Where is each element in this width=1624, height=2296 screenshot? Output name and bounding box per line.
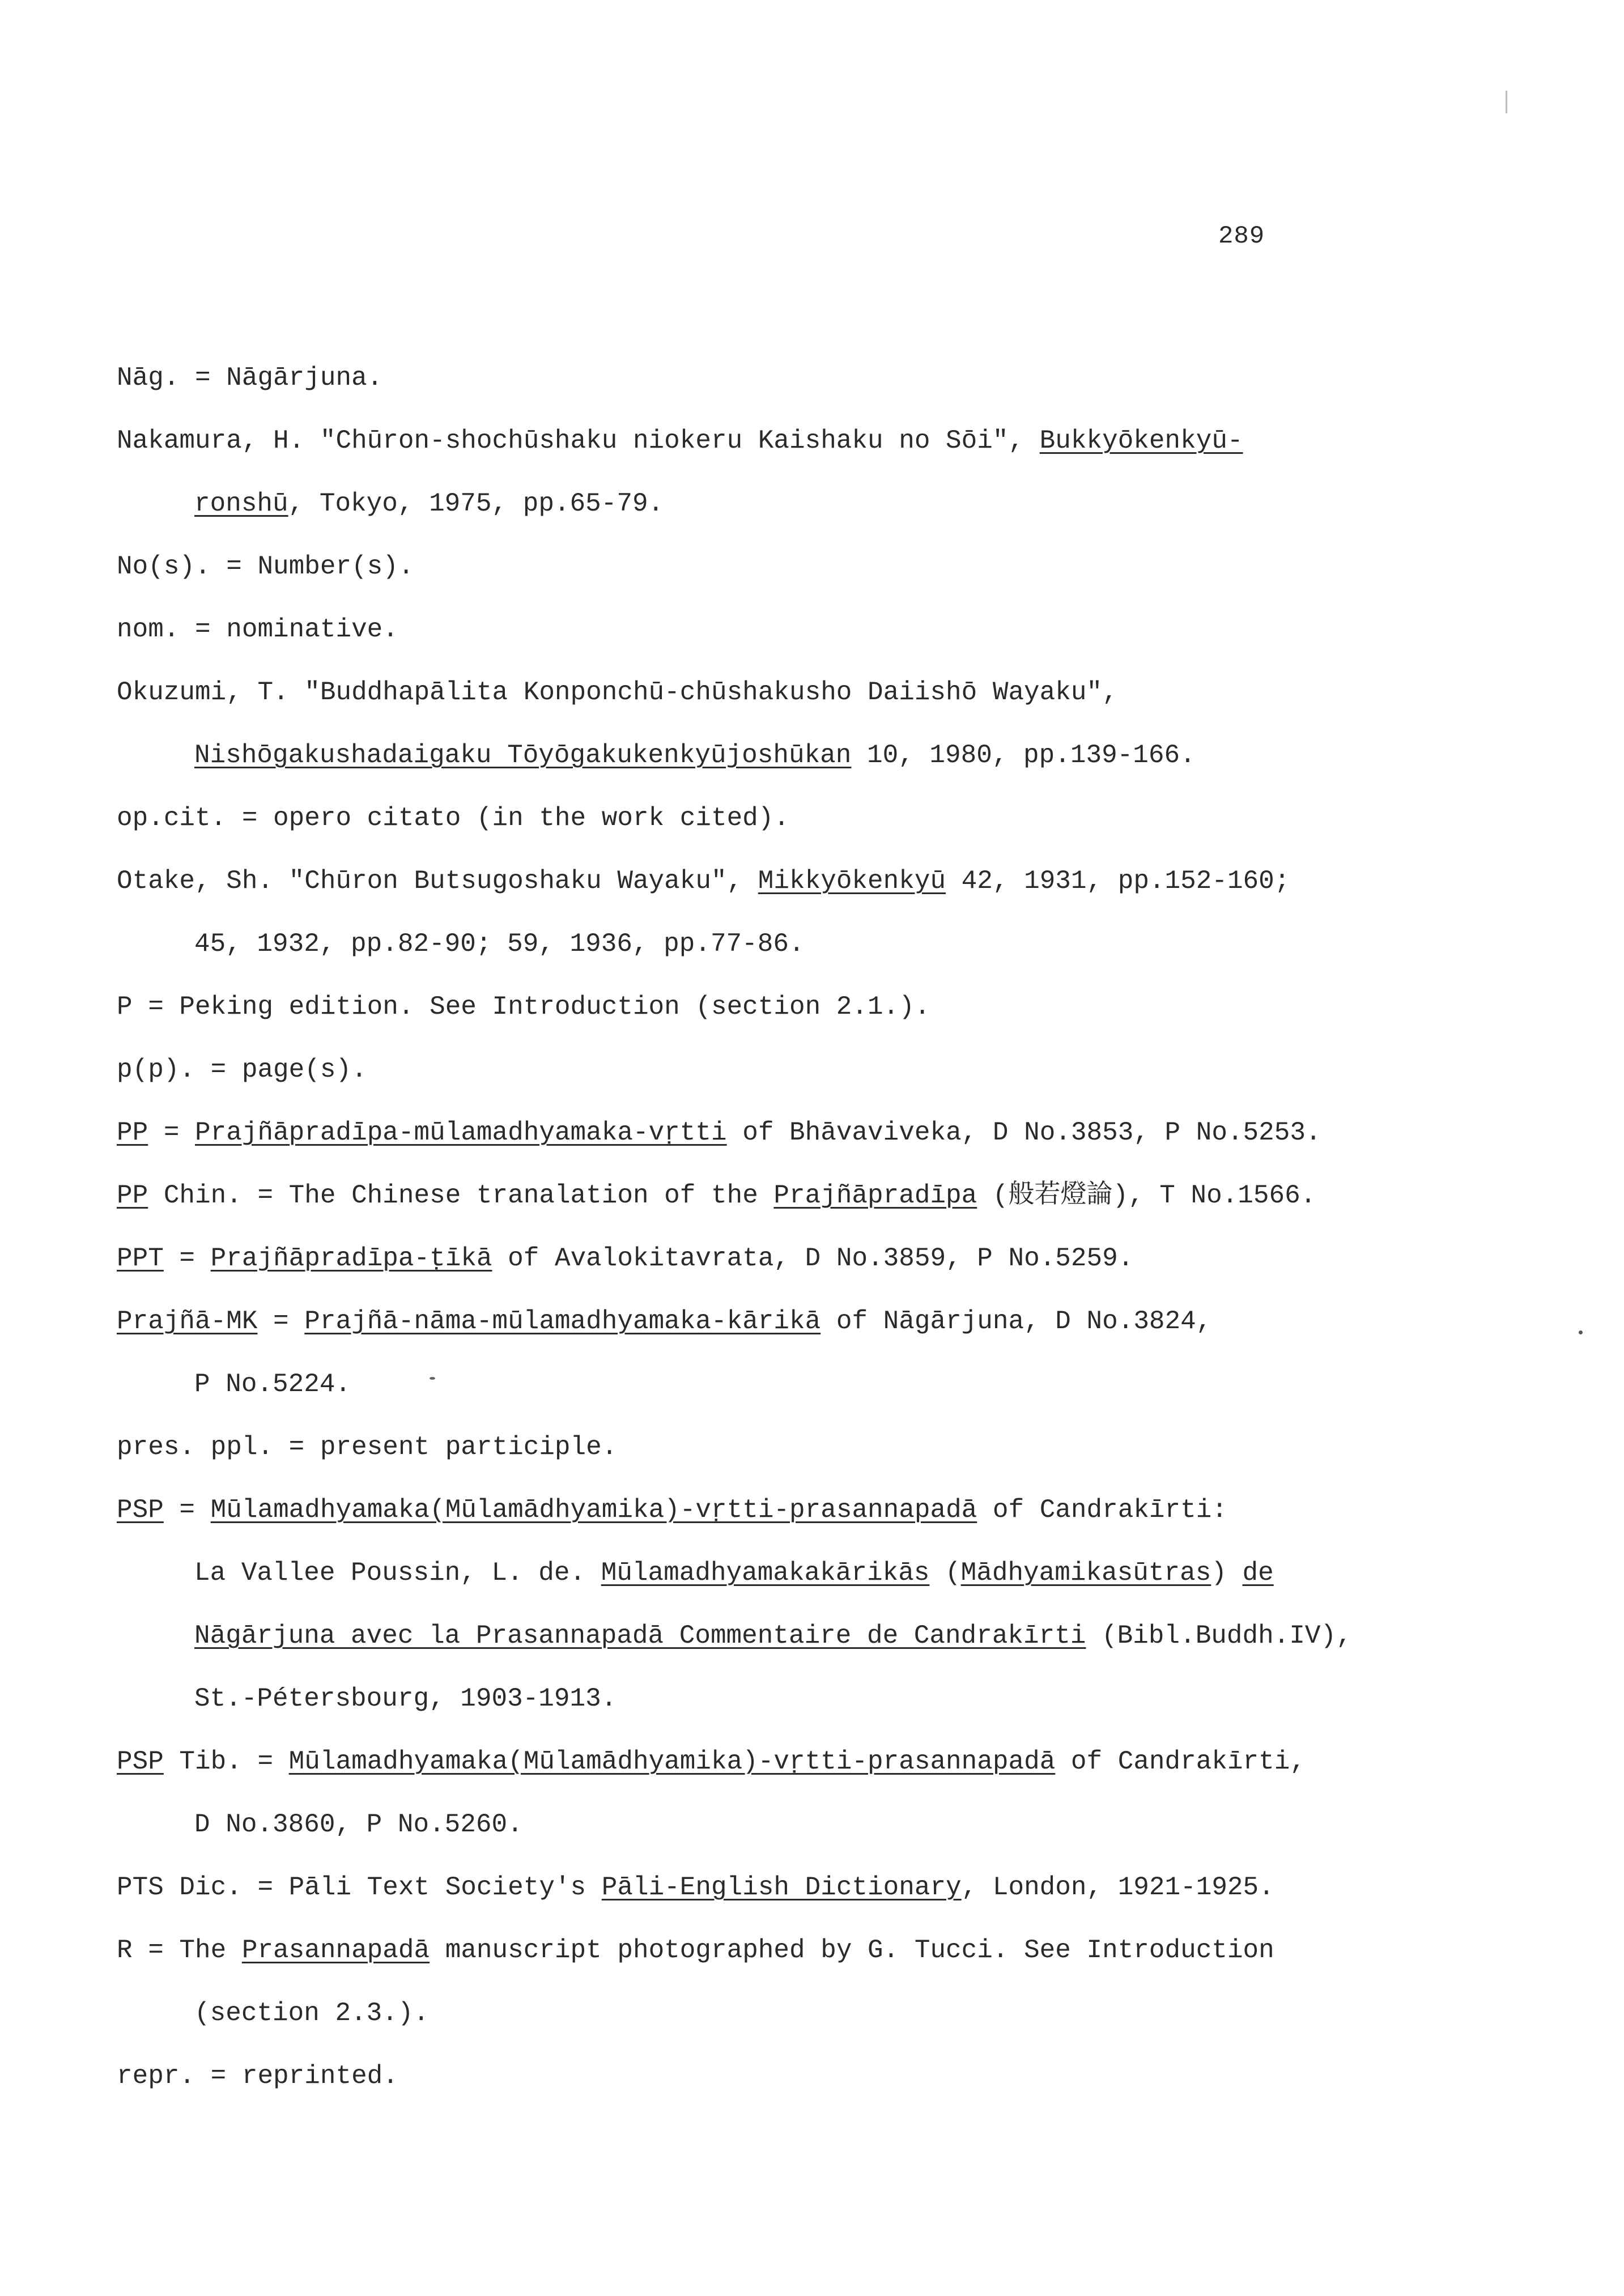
- entry-continuation-line: [117, 724, 1567, 787]
- entry-text: , Tokyo, 1975, pp.65-79.: [288, 489, 664, 518]
- abbreviation-list: [117, 347, 1567, 2108]
- entry-line: [117, 1039, 1567, 1102]
- scan-speck: [1506, 91, 1507, 113]
- entry-text: D No.3860, P No.5260.: [194, 1810, 523, 1839]
- underlined-title: Mūlamadhyamaka(Mūlamādhyamika)-vṛtti-prasannapadā: [210, 1495, 977, 1525]
- entry-text: of Candrakīrti,: [1055, 1747, 1306, 1776]
- entry-text: Otake, Sh. "Chūron Butsugoshaku Wayaku",: [117, 866, 758, 896]
- entry-text: pres. ppl. = present participle.: [117, 1432, 618, 1462]
- underlined-title: PP: [117, 1118, 148, 1147]
- entry-line: [117, 1102, 1567, 1164]
- entry-text: of Avalokitavrata, D No.3859, P No.5259.: [492, 1244, 1134, 1273]
- underlined-title: Nāgārjuna avec la Prasannapadā Commentaire de Candrakīrti: [194, 1621, 1086, 1651]
- underlined-title: PPT: [117, 1244, 164, 1273]
- entry-text: Tib. =: [163, 1747, 289, 1776]
- underlined-title: Prajñā-nāma-mūlamadhyamaka-kārikā: [304, 1307, 821, 1336]
- entry-line: [117, 1479, 1567, 1542]
- entry-continuation-line: [117, 1605, 1567, 1668]
- entry-text: P No.5224.: [194, 1370, 351, 1399]
- entry-line: [117, 347, 1567, 410]
- entry-text: (: [929, 1558, 961, 1588]
- entry-text: repr. = reprinted.: [117, 2061, 398, 2091]
- entry-text: La Vallee Poussin, L. de.: [194, 1558, 601, 1588]
- entry-line: [117, 976, 1567, 1039]
- underlined-title: Mūlamadhyamaka(Mūlamādhyamika)-vṛtti-prasannapadā: [288, 1747, 1056, 1776]
- entry-line: [117, 661, 1567, 724]
- entry-line: [117, 1416, 1567, 1479]
- entry-text: of Bhāvaviveka, D No.3853, P No.5253.: [726, 1118, 1321, 1147]
- underlined-title: Prajñāpradīpa-ṭīkā: [210, 1244, 492, 1273]
- underlined-title: Prajñāpradīpa-mūlamadhyamaka-vṛtti: [195, 1118, 727, 1147]
- entry-text: 42, 1931, pp.152-160;: [946, 866, 1290, 896]
- entry-text: ): [1211, 1558, 1243, 1588]
- underlined-title: PP: [117, 1181, 148, 1210]
- entry-line: [117, 535, 1567, 598]
- entry-text: (Bibl.Buddh.IV),: [1086, 1621, 1352, 1651]
- entry-text: 10, 1980, pp.139-166.: [851, 741, 1196, 770]
- entry-text: (section 2.3.).: [194, 1999, 430, 2028]
- entry-text: =: [163, 1495, 211, 1525]
- entry-line: [117, 1730, 1567, 1793]
- entry-text: No(s). = Number(s).: [117, 552, 414, 581]
- entry-continuation-line: [117, 1668, 1567, 1730]
- entry-continuation-line: [117, 1353, 1567, 1416]
- entry-text: Nāg. = Nāgārjuna.: [117, 363, 383, 393]
- entry-line: [117, 1227, 1567, 1290]
- scan-speck: [1579, 1330, 1583, 1334]
- underlined-title: Mādhyamikasūtras: [960, 1558, 1211, 1588]
- entry-text: (般若燈論), T No.1566.: [977, 1181, 1316, 1210]
- entry-line: [117, 1919, 1567, 1982]
- entry-text: =: [257, 1307, 305, 1336]
- entry-line: [117, 410, 1567, 473]
- entry-line: [117, 598, 1567, 661]
- entry-text: of Nāgārjuna, D No.3824,: [820, 1307, 1212, 1336]
- entry-text: manuscript photographed by G. Tucci. See Introduction: [430, 1936, 1274, 1965]
- entry-text: Chin. = The Chinese tranalation of the: [148, 1181, 774, 1210]
- underlined-title: ronshū: [194, 489, 288, 518]
- entry-text: P = Peking edition. See Introduction (section 2.1.).: [117, 992, 930, 1022]
- entry-text: nom. = nominative.: [117, 615, 398, 644]
- underlined-title: de: [1242, 1558, 1274, 1588]
- entry-text: of Candrakīrti:: [977, 1495, 1227, 1525]
- entry-continuation-line: [117, 1982, 1567, 2045]
- underlined-title: Bukkyōkenkyū-: [1039, 426, 1243, 456]
- entry-text: p(p). = page(s).: [117, 1055, 367, 1085]
- entry-text: =: [163, 1244, 211, 1273]
- underlined-title: PSP: [117, 1495, 164, 1525]
- entry-text: R = The: [117, 1936, 242, 1965]
- underlined-title: Mikkyōkenkyū: [758, 866, 946, 896]
- entry-continuation-line: [117, 1793, 1567, 1856]
- entry-line: [117, 1290, 1567, 1353]
- entry-line: [117, 1164, 1567, 1227]
- underlined-title: Mūlamadhyamakakārikās: [601, 1558, 930, 1588]
- entry-text: PTS Dic. = Pāli Text Society's: [117, 1873, 602, 1902]
- underlined-title: Prajñā-MK: [117, 1307, 258, 1336]
- scan-speck: [430, 1377, 435, 1380]
- entry-text: op.cit. = opero citato (in the work cited).: [117, 803, 789, 833]
- entry-text: , London, 1921-1925.: [961, 1873, 1274, 1902]
- page-number: 289: [1218, 222, 1265, 250]
- entry-text: Okuzumi, T. "Buddhapālita Konponchū-chūshakusho Daiishō Wayaku",: [117, 678, 1118, 707]
- entry-continuation-line: [117, 473, 1567, 535]
- entry-continuation-line: [117, 1542, 1567, 1605]
- entry-continuation-line: [117, 913, 1567, 976]
- entry-line: [117, 787, 1567, 850]
- underlined-title: Pāli-English Dictionary: [601, 1873, 962, 1902]
- entry-line: [117, 1856, 1567, 1919]
- underlined-title: Nishōgakushadaigaku Tōyōgakukenkyūjoshūkan: [194, 741, 852, 770]
- entry-line: [117, 850, 1567, 913]
- entry-text: 45, 1932, pp.82-90; 59, 1936, pp.77-86.: [194, 929, 805, 959]
- entry-line: [117, 2045, 1567, 2108]
- entry-text: =: [148, 1118, 195, 1147]
- underlined-title: PSP: [117, 1747, 164, 1776]
- underlined-title: Prasannapadā: [241, 1936, 430, 1965]
- underlined-title: Prajñāpradīpa: [773, 1181, 977, 1210]
- entry-text: St.-Pétersbourg, 1903-1913.: [194, 1684, 617, 1714]
- entry-text: Nakamura, H. "Chūron-shochūshaku niokeru Kaishaku no Sōi",: [117, 426, 1040, 456]
